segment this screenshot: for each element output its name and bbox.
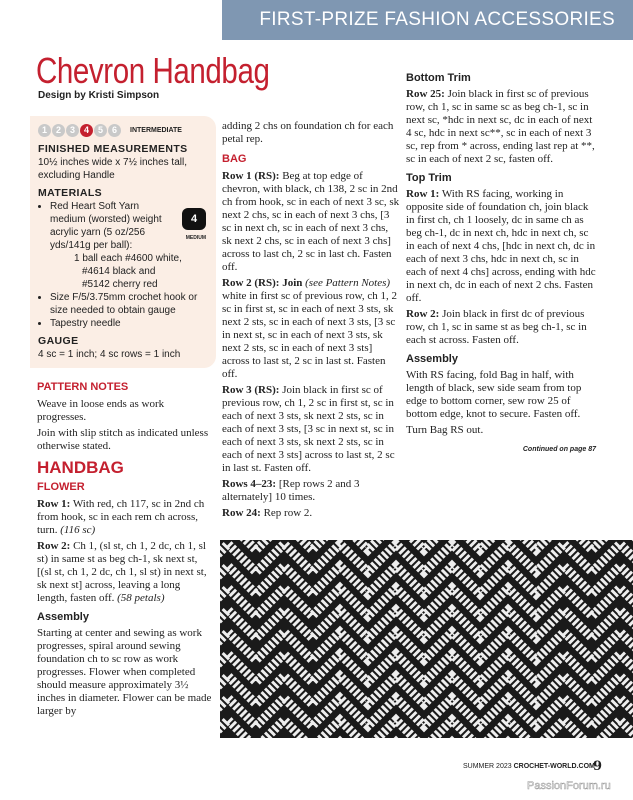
level-5: 5 — [94, 124, 107, 137]
site-link[interactable]: CROCHET-WORLD.COM — [513, 763, 595, 770]
footer-issue — [463, 763, 595, 770]
bag-row-2 — [222, 277, 400, 381]
row-note: (see Pattern Notes) — [302, 277, 391, 289]
material-item: • Red Heart Soft Yarn medium (worsted) weight acrylic yarn (5 oz/256 yds/141g per ball): — [50, 200, 208, 252]
row-label: Row 24: — [222, 507, 261, 519]
row-text: Join black in first sc of previous row, ch 1, sc in same sc as beg ch-1, sc in next sc, *hdc in next sc, dc in each of next 4 sc, hdc in next sc**, sc in each of next 3 sc, rep from * across, ending last rep at **, sc in each of next 2 sc, fasten off. — [406, 88, 595, 165]
bag-heading: BAG — [222, 153, 247, 165]
assembly-heading: Assembly — [37, 611, 89, 623]
flower-row-2 — [37, 540, 213, 605]
row-text: [Rep rows 2 and 3 alternately] 10 times. — [222, 478, 360, 503]
row-text: Rep row 2. — [260, 507, 313, 519]
finished-heading: FINISHED MEASUREMENTS — [38, 143, 188, 155]
material-item: • Size F/5/3.75mm crochet hook or size needed to obtain gauge — [50, 291, 208, 317]
assembly-heading: Assembly — [406, 353, 458, 365]
section-banner: FIRST-PRIZE FASHION ACCESSORIES — [222, 0, 633, 40]
turn-text: Turn Bag RS out. — [406, 424, 484, 436]
row-text: white in first sc of previous row, ch 1, 2 sc in first st, sc in each of next 3 sts, sk next 2 sts, sc in each of next 3 sts, [3 sc in next st, sc in each of next 3 sts, sk next 2 sts, sc in each of next 3 sts] across to last st, 2 sc in last st. Fasten off. — [222, 290, 397, 380]
row-label: Row 1: — [406, 188, 440, 200]
flower-row-1 — [37, 498, 213, 537]
assembly-text: With RS facing, fold Bag in half, with length of black, sew side seam from top edge to bottom corner, sew row 25 of bottom edge, knot to secure. Fasten off. — [406, 369, 582, 420]
top-trim-heading: Top Trim — [406, 172, 452, 184]
top-trim-row-2 — [406, 308, 596, 347]
bag-row-3 — [222, 384, 400, 475]
level-3: 3 — [66, 124, 79, 137]
handbag-heading: HANDBAG — [37, 458, 124, 477]
material-sub: #4614 black and — [82, 266, 156, 277]
row-label: Row 3 (RS): — [222, 384, 280, 396]
continued-text: adding 2 chs on foundation ch for each petal rep. — [222, 120, 394, 145]
gauge-text: 4 sc = 1 inch; 4 sc rows = 1 inch — [38, 349, 181, 360]
pattern-info-box — [30, 116, 216, 368]
chevron-stitch-photo — [220, 540, 633, 738]
notes-heading: PATTERN NOTES — [37, 381, 129, 393]
note: Join with slip stitch as indicated unless otherwise stated. — [37, 427, 209, 452]
bag-rows-4-23 — [222, 478, 400, 504]
yarn-weight-icon: 4 — [182, 208, 206, 230]
page-number: 9 — [593, 759, 603, 774]
level-6: 6 — [108, 124, 121, 137]
bottom-trim-heading: Bottom Trim — [406, 72, 471, 84]
row-text: With red, ch 117, sc in 2nd ch from hook, sc in each rem ch across, turn. — [37, 498, 205, 536]
row-label: Row 1 (RS): — [222, 170, 280, 182]
row-text: Join black in first sc of previous row, ch 1, 2 sc in first st, sc in each of next 3 sts, sk next 2 sts, sc in each of next 3 sts, [3 sc in next st, sc in each of next 3 sts, sk next 2 sts, sc in each of next 3 sts] across to last st, 2 sc in last st. Fasten off. — [222, 384, 395, 474]
gauge-heading: GAUGE — [38, 335, 79, 347]
bag-row-1 — [222, 170, 400, 274]
watermark: PassionForum.ru — [527, 780, 611, 792]
row-label: Row 2: — [406, 308, 440, 320]
column-1 — [37, 374, 213, 721]
row-label: Row 25: — [406, 88, 445, 100]
yarn-weight-label: MEDIUM — [185, 235, 206, 241]
row-label: Row 2: — [37, 540, 71, 552]
column-3 — [406, 72, 596, 456]
level-1: 1 — [38, 124, 51, 137]
level-2: 2 — [52, 124, 65, 137]
page-title: Chevron Handbag — [36, 50, 270, 91]
row-label: Rows 4–23: — [222, 478, 277, 490]
row-text: Ch 1, (sl st, ch 1, 2 dc, ch 1, sl st) in same st as beg ch-1, sk next st, [(sl st, ch 1, 2 dc, ch 1, sl st) in next st, sk next st] across, leaving a long length, fasten off. — [37, 540, 207, 604]
bag-row-24 — [222, 507, 400, 520]
note: Weave in loose ends as work progresses. — [37, 398, 165, 423]
skill-level — [38, 124, 208, 137]
material-sub: 1 ball each #4600 white, — [74, 253, 182, 264]
trim-row-25 — [406, 88, 596, 166]
row-count: (116 sc) — [60, 524, 96, 536]
row-text: Beg at top edge of chevron, with black, ch 138, 2 sc in 2nd ch from hook, sc in each of next 3 sc, sk next 2 chs, sc in each of next 3 chs, [3 sc in next ch, sc in each of next 3 chs, sk next 2 chs, sc in each of next 3 chs] across to last ch, 2 sc in last ch. Fasten off. — [222, 170, 400, 273]
byline: Design by Kristi Simpson — [38, 90, 160, 101]
materials-heading: MATERIALS — [38, 187, 103, 199]
row-count: (58 petals) — [117, 592, 165, 604]
issue-label: SUMMER 2023 — [463, 763, 514, 770]
assembly-text: Starting at center and sewing as work progresses, spiral around sewing foundation ch to sc row as work progresses. Flower when completed should measure approximately 3½ inches in diameter. Flower can be made larger by — [37, 627, 212, 717]
level-4-active: 4 — [80, 124, 93, 137]
column-2 — [222, 120, 400, 523]
level-label: INTERMEDIATE — [130, 127, 182, 134]
finished-text: 10½ inches wide x 7½ inches tall, excluding Handle — [38, 157, 187, 181]
material-item: • Tapestry needle — [50, 317, 208, 330]
continued-link[interactable]: Continued on page 87 — [522, 446, 596, 453]
flower-heading: FLOWER — [37, 481, 85, 493]
row-label: Row 1: — [37, 498, 71, 510]
row-label: Row 2 (RS): Join — [222, 277, 303, 289]
row-text: Join black in first dc of previous row, ch 1, sc in same st as beg ch-1, sc in each st across. Fasten off. — [406, 308, 587, 346]
row-text: With RS facing, working in opposite side of foundation ch, join black in first ch, ch 1 loosely, dc in same ch as beg ch-1, dc in next ch, hdc in next ch, sc in each of next 4 chs, [hdc in next ch, dc in each of next 3 chs, hdc in next ch, sc in each of next 4 chs] across, ending with hdc in next ch, dc in each of next 2 chs. Fasten off. — [406, 188, 596, 304]
material-sub: #5142 cherry red — [82, 279, 158, 290]
top-trim-row-1 — [406, 188, 596, 305]
